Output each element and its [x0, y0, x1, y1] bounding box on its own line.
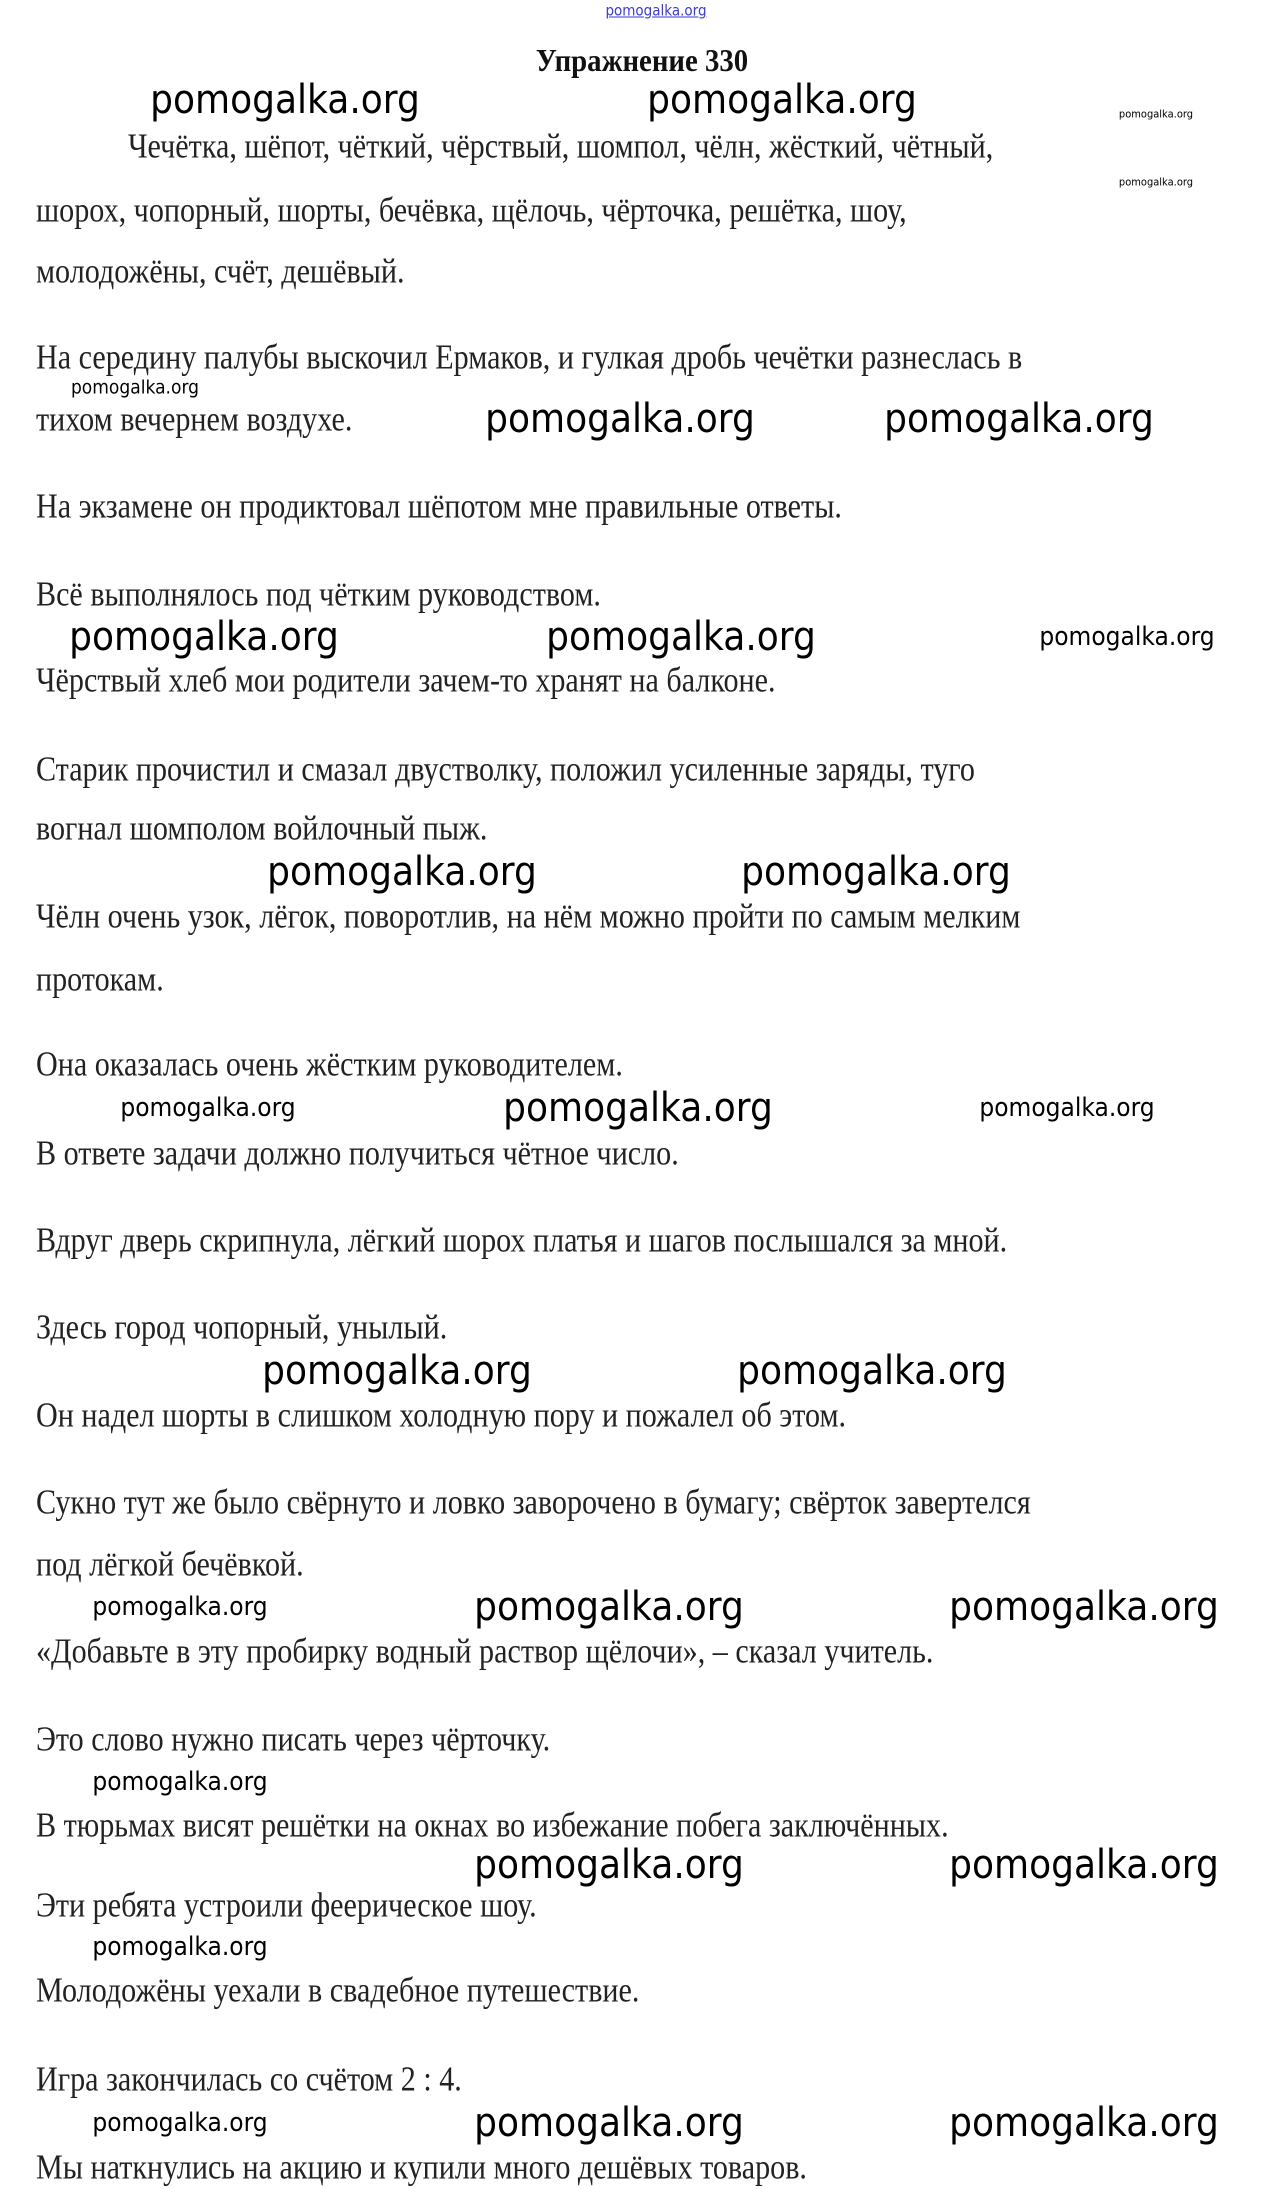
watermark: pomogalka.org — [267, 849, 537, 895]
watermark: pomogalka.org — [474, 2100, 744, 2146]
sentence-line: Молодожёны уехали в свадебное путешествие. — [36, 1970, 640, 2010]
word-list-line: шорох, чопорный, шорты, бечёвка, щёлочь, чёрточка, решётка, шоу, — [36, 190, 907, 230]
watermark: pomogalka.org — [741, 849, 1011, 895]
sentence-line: Он надел шорты в слишком холодную пору и пожалел об этом. — [36, 1395, 847, 1435]
sentence-line: вогнал шомполом войлочный пыж. — [36, 808, 488, 848]
word-list-line: молодожёны, счёт, дешёвый. — [36, 251, 405, 291]
top-site-link[interactable]: pomogalka.org — [605, 1, 707, 20]
watermark: pomogalka.org — [92, 1592, 268, 1622]
watermark: pomogalka.org — [979, 1093, 1155, 1123]
sentence-line: Игра закончилась со счётом 2 : 4. — [36, 2059, 462, 2099]
watermark: pomogalka.org — [120, 1093, 296, 1123]
watermark: pomogalka.org — [262, 1348, 532, 1394]
watermark: pomogalka.org — [503, 1085, 773, 1131]
watermark: pomogalka.org — [69, 614, 339, 660]
sentence-line: В ответе задачи должно получиться чётное число. — [36, 1133, 679, 1173]
word-list-line: Чечётка, шёпот, чёткий, чёрствый, шомпол, чёлн, жёсткий, чётный, — [128, 126, 994, 166]
watermark: pomogalka.org — [737, 1348, 1007, 1394]
sentence-line: Мы наткнулись на акцию и купили много дешёвых товаров. — [36, 2147, 807, 2187]
sentence-line: В тюрьмах висят решётки на окнах во избежание побега заключённых. — [36, 1805, 949, 1845]
watermark: pomogalka.org — [92, 1767, 268, 1797]
sentence-line: Эти ребята устроили феерическое шоу. — [36, 1885, 537, 1925]
sentence-line: тихом вечернем воздухе. — [36, 399, 353, 439]
watermark: pomogalka.org — [949, 2100, 1219, 2146]
watermark: pomogalka.org — [92, 2108, 268, 2138]
watermark: pomogalka.org — [474, 1842, 744, 1888]
watermark: pomogalka.org — [546, 614, 816, 660]
watermark: pomogalka.org — [949, 1584, 1219, 1630]
watermark: pomogalka.org — [1118, 175, 1194, 189]
sentence-line: На экзамене он продиктовал шёпотом мне правильные ответы. — [36, 486, 842, 526]
sentence-line: «Добавьте в эту пробирку водный раствор щёлочи», – сказал учитель. — [36, 1631, 934, 1671]
sentence-line: Чёлн очень узок, лёгок, поворотлив, на нём можно пройти по самым мелким — [36, 896, 1021, 936]
sentence-line: Всё выполнялось под чётким руководством. — [36, 574, 601, 614]
sentence-line: На середину палубы выскочил Ермаков, и гулкая дробь чечётки разнеслась в — [36, 337, 1023, 377]
watermark: pomogalka.org — [70, 376, 200, 399]
sentence-line: Здесь город чопорный, унылый. — [36, 1307, 448, 1347]
watermark: pomogalka.org — [647, 77, 917, 123]
page-title: Упражнение 330 — [535, 42, 749, 78]
sentence-line: под лёгкой бечёвкой. — [36, 1544, 304, 1584]
watermark: pomogalka.org — [949, 1842, 1219, 1888]
watermark: pomogalka.org — [150, 77, 420, 123]
watermark: pomogalka.org — [485, 396, 755, 442]
watermark: pomogalka.org — [92, 1932, 268, 1962]
watermark: pomogalka.org — [884, 396, 1154, 442]
sentence-line: Чёрствый хлеб мои родители зачем-то хранят на балконе. — [36, 660, 776, 700]
sentence-line: Это слово нужно писать через чёрточку. — [36, 1719, 551, 1759]
watermark: pomogalka.org — [1039, 622, 1215, 652]
watermark: pomogalka.org — [474, 1584, 744, 1630]
sentence-line: Вдруг дверь скрипнула, лёгкий шорох платья и шагов послышался за мной. — [36, 1220, 1008, 1260]
sentence-line: протокам. — [36, 959, 164, 999]
sentence-line: Она оказалась очень жёстким руководителем. — [36, 1044, 623, 1084]
sentence-line: Сукно тут же было свёрнуто и ловко заворочено в бумагу; свёрток завертелся — [36, 1482, 1031, 1522]
watermark: pomogalka.org — [1118, 107, 1194, 121]
sentence-line: Старик прочистил и смазал двустволку, положил усиленные заряды, туго — [36, 749, 975, 789]
